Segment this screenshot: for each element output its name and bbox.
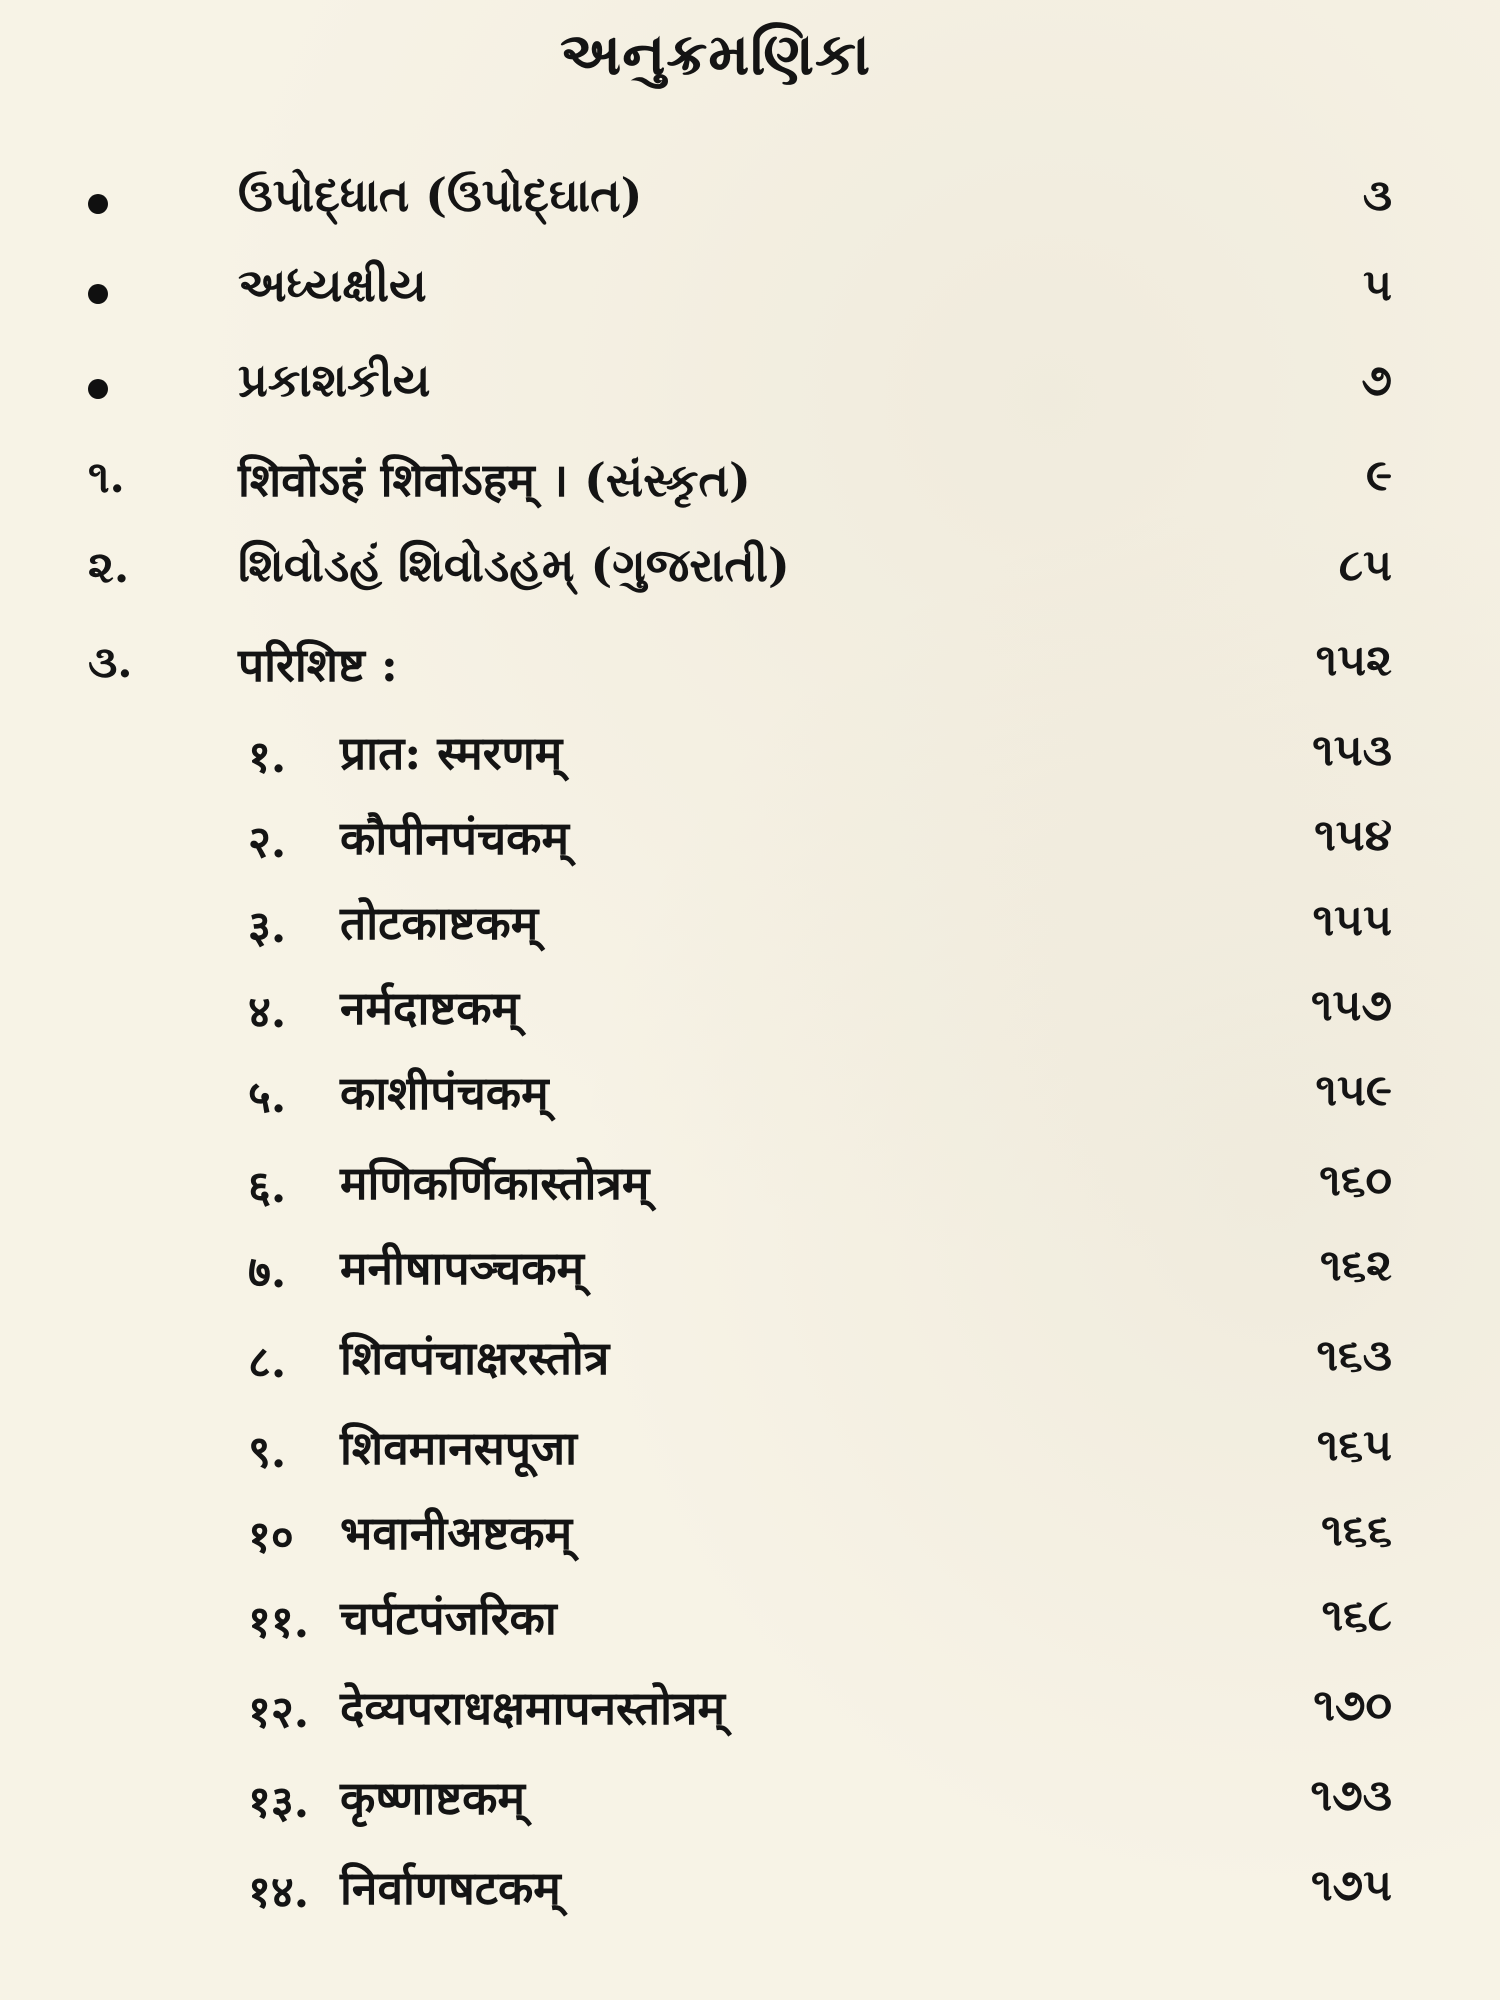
subentry-number: ३.: [248, 902, 287, 953]
subentry-number: १२.: [248, 1687, 310, 1738]
bullet-icon: [88, 194, 108, 214]
toc-subentry: [0, 1760, 1500, 1840]
subentry-number: १३.: [248, 1777, 310, 1828]
toc-subentry: [0, 715, 1500, 795]
subentry-number: १४.: [248, 1867, 310, 1918]
toc-subentry: [0, 1145, 1500, 1225]
toc-subentry: [0, 1495, 1500, 1575]
subentry-page-number: ૧૫૩: [1312, 725, 1392, 776]
entry-page-number: ૧૫૨: [1315, 635, 1392, 686]
entry-number: ૧.: [88, 452, 125, 503]
subentry-number: ४.: [248, 987, 287, 1038]
subentry-title: चर्पटपंजरिका: [340, 1591, 557, 1645]
subentry-page-number: ૧૬૩: [1316, 1330, 1392, 1381]
subentry-number: १.: [248, 732, 287, 783]
subentry-number: ६.: [248, 1162, 287, 1213]
entry-page-number: ૫: [1363, 260, 1392, 311]
entry-title: ઉપોદ્ધાત (ઉપોદ્‌ઘાત): [238, 168, 643, 222]
subentry-title: नर्मदाष्टकम्: [340, 981, 520, 1035]
subentry-title: कृष्णाष्टकम्: [340, 1771, 526, 1825]
subentry-page-number: ૧૭૦: [1313, 1680, 1392, 1731]
subentry-title: भवानीअष्टकम्: [340, 1506, 573, 1560]
entry-title: અધ્યક્ષીય: [238, 258, 427, 312]
toc-entry: [0, 530, 1500, 610]
subentry-title: मणिकर्णिकास्तोत्रम्: [340, 1156, 650, 1210]
subentry-title: शिवपंचाक्षरस्तोत्र: [340, 1331, 610, 1385]
subentry-page-number: ૧૬૮: [1321, 1590, 1392, 1641]
entry-title: પ્રકાશકીય: [238, 353, 431, 407]
toc-subentry: [0, 800, 1500, 880]
toc-entry: [0, 250, 1500, 330]
entry-page-number: ૩: [1362, 170, 1392, 221]
toc-entry: [0, 625, 1500, 705]
toc-subentry: [0, 885, 1500, 965]
subentry-number: ७.: [248, 1247, 287, 1298]
subentry-number: ८.: [248, 1337, 287, 1388]
toc-subentry: [0, 1230, 1500, 1310]
subentry-number: ५.: [248, 1072, 287, 1123]
entry-page-number: ૯: [1365, 450, 1392, 501]
subentry-page-number: ૧૫૫: [1312, 895, 1392, 946]
toc-subentry: [0, 1055, 1500, 1135]
subentry-page-number: ૧૫૪: [1314, 810, 1392, 861]
subentry-title: देव्यपराधक्षमापनस्तोत्रम्: [340, 1681, 725, 1735]
toc-subentry: [0, 1850, 1500, 1930]
entry-number: ૩.: [88, 637, 133, 688]
subentry-title: मनीषापञ्चकम्: [340, 1241, 585, 1295]
subentry-title: काशीपंचकम्: [340, 1066, 549, 1120]
entry-page-number: ૮૫: [1338, 540, 1392, 591]
subentry-number: १०: [248, 1512, 294, 1563]
subentry-page-number: ૧૭૫: [1310, 1860, 1392, 1911]
toc-entry: [0, 345, 1500, 425]
subentry-page-number: ૧૬૬: [1321, 1505, 1392, 1556]
subentry-number: २.: [248, 817, 287, 868]
toc-subentry: [0, 1670, 1500, 1750]
subentry-title: प्रात: स्मरणम्: [340, 726, 563, 780]
entry-title: परिशिष्ट :: [238, 638, 398, 692]
toc-subentry: [0, 970, 1500, 1050]
entry-number: ૨.: [88, 542, 130, 593]
bullet-icon: [88, 379, 108, 399]
subentry-page-number: ૧૬૫: [1316, 1420, 1392, 1471]
entry-page-number: ૭: [1361, 355, 1392, 406]
subentry-title: शिवमानसपूजा: [340, 1421, 577, 1475]
subentry-page-number: ૧૭૩: [1310, 1770, 1392, 1821]
toc-entry: [0, 160, 1500, 240]
entry-title: શિવોડહં શિવોડહમ્ (ગુજરાતી): [238, 538, 790, 592]
subentry-title: कौपीनपंचकम्: [340, 811, 569, 865]
subentry-number: ११.: [248, 1597, 310, 1648]
subentry-page-number: ૧૬૨: [1319, 1240, 1392, 1291]
subentry-title: तोटकाष्टकम्: [340, 896, 539, 950]
toc-entry: [0, 440, 1500, 520]
subentry-page-number: ૧૫૭: [1310, 980, 1392, 1031]
toc-subentry: [0, 1410, 1500, 1490]
page-title: અનુક્રમણિકા: [560, 20, 872, 88]
subentry-page-number: ૧૬૦: [1319, 1155, 1392, 1206]
subentry-title: निर्वाणषटकम्: [340, 1861, 561, 1915]
toc-subentry: [0, 1580, 1500, 1660]
toc-subentry: [0, 1320, 1500, 1400]
bullet-icon: [88, 284, 108, 304]
subentry-page-number: ૧૫૯: [1315, 1065, 1392, 1116]
subentry-number: ९.: [248, 1427, 287, 1478]
entry-title: शिवोऽहं शिवोऽहम् । (સંસ્કૃત): [238, 453, 751, 507]
